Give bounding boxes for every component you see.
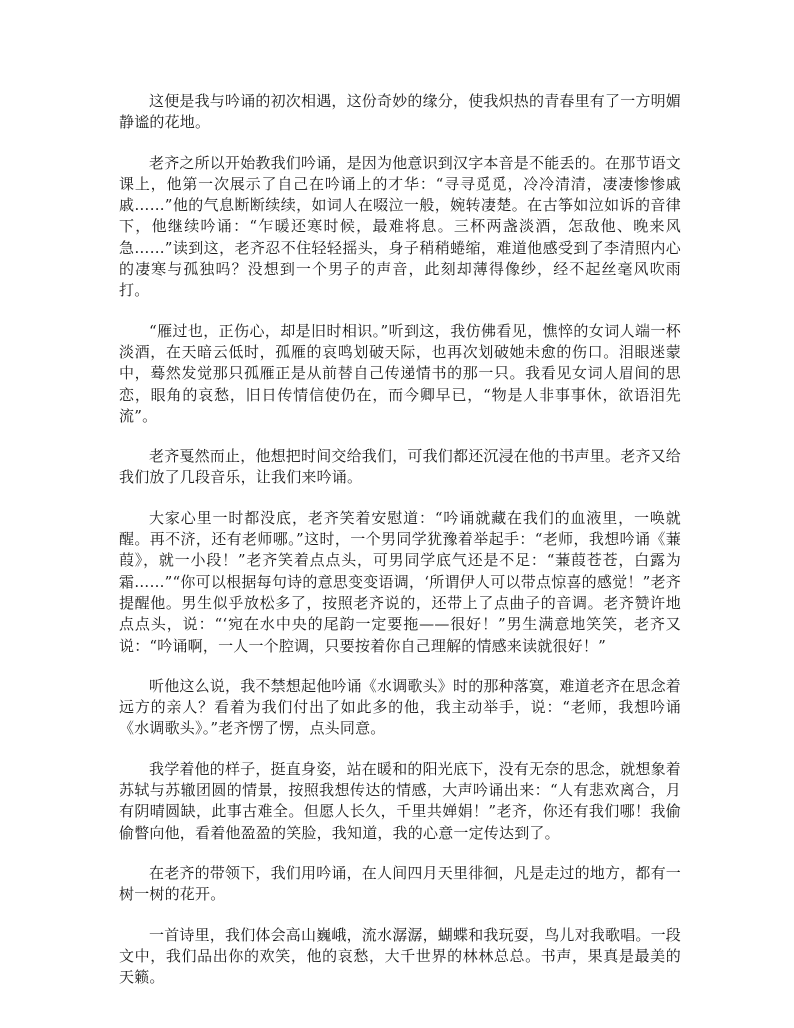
paragraph-5: 大家心里一时都没底，老齐笑着安慰道：“吟诵就藏在我们的血液里，一唤就醒。再不济，还有老师哪。”这时，一个男同学犹豫着举起手：“老师，我想吟诵《蒹葭》，就一小段！”老齐笑着点点头，可男同学底气还是不足：“蒹葭苍苍，白露为霜……”“你可以根据每句诗的意思变变语调，‘所谓伊人可以带点惊喜的感觉！”老齐提醒他。男生似乎放松多了，按照老齐说的，还带上了点曲子的音调。老齐赞许地点点头，说：“‘宛在水中央的尾韵一定要拖——很好！”男生满意地笑笑，老齐又说：“吟诵啊，一人一个腔调，只要按着你自己理解的情感来读就很好！” bbox=[119, 508, 681, 655]
paragraph-1: 这便是我与吟诵的初次相遇，这份奇妙的缘分，使我炽热的青春里有了一方明媚静谧的花地。 bbox=[119, 92, 682, 132]
paragraph-6: 听他这么说，我不禁想起他吟诵《水调歌头》时的那种落寞，难道老齐在思念着远方的亲人？看着为我们付出了如此多的他，我主动举手，说：“老师，我想吟诵《水调歌头》。”老齐愣了愣，点头同意。 bbox=[119, 676, 682, 738]
paragraph-7: 我学着他的样子，挺直身姿，站在暖和的阳光底下，没有无奈的思念，就想象着苏轼与苏辙团圆的情景，按照我想传达的情感，大声吟诵出来：“人有悲欢离合，月有阴晴圆缺，此事古难全。但愿人长久，千里共婵娟！”老齐，你还有我们哪！我偷偷瞥向他，看着他盈盈的笑脸，我知道，我的心意一定传达到了。 bbox=[119, 759, 682, 842]
paragraph-2: 老齐之所以开始教我们吟诵，是因为他意识到汉字本音是不能丢的。在那节语文课上，他第一次展示了自己在吟诵上的才华：“寻寻觅觅，冷冷清清，凄凄惨惨戚戚……”他的气息断断续续，如词人在啜泣一般，婉转凄楚。在古筝如泣如诉的音律下，他继续吟诵：“乍暖还寒时候，最难将息。三杯两盏淡酒，怎敌他、晚来风急……”读到这，老齐忍不住轻轻摇头，身子稍稍蜷缩，难道他感受到了李清照内心的凄寒与孤独吗？没想到一个男子的声音，此刻却薄得像纱，经不起丝毫风吹雨打。 bbox=[119, 153, 682, 300]
essay-body bbox=[119, 91, 681, 1007]
paragraph-9: 一首诗里，我们体会高山巍峨，流水潺潺，蝴蝶和我玩耍，鸟儿对我歌唱。一段文中，我们品出你的欢笑，他的哀愁，大千世界的林林总总。书声，果真是最美的天籁。 bbox=[119, 925, 682, 987]
paragraph-8: 在老齐的带领下，我们用吟诵，在人间四月天里徘徊，凡是走过的地方，都有一树一树的花开。 bbox=[119, 863, 682, 904]
paragraph-3: “雁过也，正伤心，却是旧时相识。”听到这，我仿佛看见，憔悴的女词人端一杯淡酒，在天暗云低时，孤雁的哀鸣划破天际，也再次划破她未愈的伤口。泪眼迷蒙中，蓦然发觉那只孤雁正是从前替自己传递情书的那一只。我看见女词人眉间的思恋，眼角的哀愁，旧日传情信使仍在，而今卿早已，“物是人非事事休，欲语泪先流”。 bbox=[119, 321, 681, 425]
paragraph-4: 老齐戛然而止，他想把时间交给我们，可我们都还沉浸在他的书声里。老齐又给我们放了几段音乐，让我们来吟诵。 bbox=[119, 447, 682, 487]
